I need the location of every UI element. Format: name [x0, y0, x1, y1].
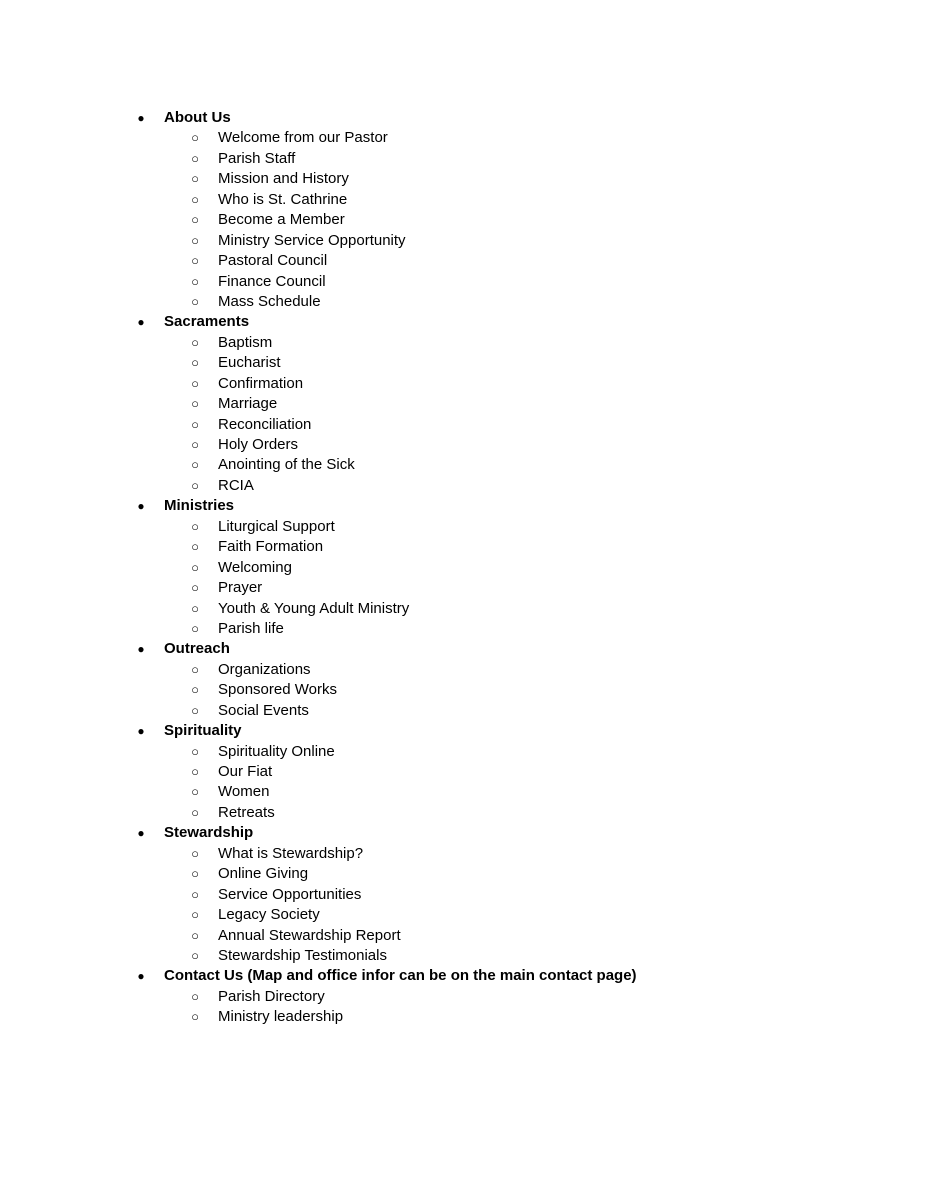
list-item-label: Women	[218, 783, 270, 801]
list-item	[0, 987, 927, 1007]
list-item-label: Parish Staff	[218, 149, 296, 167]
hollow-bullet-icon: ○	[191, 130, 199, 146]
hollow-bullet-icon: ○	[191, 682, 199, 698]
list-item	[0, 455, 927, 475]
list-item	[0, 844, 927, 864]
list-item-label: Become a Member	[218, 211, 345, 229]
list-item-label: Mass Schedule	[218, 292, 321, 310]
list-item	[0, 742, 927, 762]
list-item-label: Legacy Society	[218, 906, 320, 924]
section-title: Spirituality	[164, 722, 242, 740]
list-item	[0, 272, 927, 292]
hollow-bullet-icon: ○	[191, 375, 199, 391]
hollow-bullet-icon: ○	[191, 437, 199, 452]
section-heading	[0, 639, 927, 659]
section-heading	[0, 496, 927, 516]
hollow-bullet-icon: ○	[191, 988, 199, 1004]
hollow-bullet-icon: ○	[191, 171, 199, 187]
hollow-bullet-icon: ○	[191, 293, 199, 309]
hollow-bullet-icon: ○	[191, 907, 199, 923]
list-item	[0, 476, 927, 496]
hollow-bullet-icon: ○	[191, 1009, 199, 1025]
hollow-bullet-icon: ○	[191, 784, 199, 800]
hollow-bullet-icon: ○	[191, 457, 199, 473]
hollow-bullet-icon: ○	[191, 150, 199, 166]
list-item	[0, 782, 927, 802]
list-item-label: Welcoming	[218, 558, 292, 576]
list-item-label: Annual Stewardship Report	[218, 926, 401, 944]
list-item-label: Prayer	[218, 579, 263, 597]
list-item-label: Pastoral Council	[218, 252, 328, 270]
filled-bullet-icon: ●	[137, 642, 145, 657]
list-item-label: Anointing of the Sick	[218, 456, 355, 474]
list-item-label: Spirituality Online	[218, 742, 335, 760]
list-item	[0, 701, 927, 721]
hollow-bullet-icon: ○	[191, 764, 199, 779]
filled-bullet-icon: ●	[137, 499, 145, 514]
list-item-label: Faith Formation	[218, 538, 324, 556]
list-item-label: Reconciliation	[218, 415, 312, 433]
list-item-label: RCIA	[218, 476, 254, 494]
list-item	[0, 803, 927, 823]
hollow-bullet-icon: ○	[191, 661, 199, 677]
list-item	[0, 374, 927, 394]
list-item	[0, 578, 927, 598]
list-item	[0, 660, 927, 680]
hollow-bullet-icon: ○	[191, 416, 199, 432]
hollow-bullet-icon: ○	[191, 334, 199, 350]
hollow-bullet-icon: ○	[191, 253, 199, 269]
list-item	[0, 149, 927, 169]
list-item	[0, 190, 927, 210]
section-heading	[0, 823, 927, 843]
filled-bullet-icon: ●	[137, 724, 145, 739]
hollow-bullet-icon: ○	[191, 396, 199, 412]
document-page	[0, 108, 927, 1028]
section-title: Sacraments	[164, 313, 250, 331]
list-item	[0, 517, 927, 537]
section-title: Ministries	[164, 497, 235, 515]
list-item-label: Who is St. Cathrine	[218, 190, 348, 208]
hollow-bullet-icon: ○	[191, 518, 199, 534]
list-item-label: Ministry leadership	[218, 1008, 344, 1026]
list-item	[0, 231, 927, 251]
section-title: About Us	[164, 109, 231, 126]
section-title: Contact Us (Map and office infor can be on the main contact page)	[164, 967, 637, 985]
filled-bullet-icon: ●	[137, 315, 145, 330]
list-item	[0, 558, 927, 578]
site-map-outline	[0, 108, 927, 1028]
hollow-bullet-icon: ○	[191, 232, 199, 248]
list-item	[0, 210, 927, 230]
hollow-bullet-icon: ○	[191, 191, 199, 207]
list-item-label: Holy Orders	[218, 436, 299, 453]
hollow-bullet-icon: ○	[191, 702, 199, 718]
list-item	[0, 435, 927, 455]
list-item	[0, 353, 927, 373]
list-item-label: Our Fiat	[218, 763, 273, 780]
hollow-bullet-icon: ○	[191, 477, 199, 493]
list-item-label: Finance Council	[218, 272, 326, 290]
hollow-bullet-icon: ○	[191, 927, 199, 943]
list-item	[0, 762, 927, 782]
list-item-label: What is Stewardship?	[218, 844, 364, 862]
list-item	[0, 394, 927, 414]
list-item	[0, 292, 927, 312]
hollow-bullet-icon: ○	[191, 355, 199, 371]
list-item	[0, 926, 927, 946]
list-item-label: Online Giving	[218, 865, 309, 883]
list-item-label: Retreats	[218, 803, 275, 821]
list-item-label: Organizations	[218, 660, 311, 678]
section-heading	[0, 721, 927, 741]
list-item-label: Baptism	[218, 333, 273, 351]
list-item-label: Ministry Service Opportunity	[218, 231, 406, 249]
hollow-bullet-icon: ○	[191, 743, 199, 759]
section-heading	[0, 966, 927, 986]
hollow-bullet-icon: ○	[191, 273, 199, 289]
list-item	[0, 905, 927, 925]
filled-bullet-icon: ●	[137, 969, 145, 984]
list-item	[0, 333, 927, 353]
list-item	[0, 885, 927, 905]
section-title: Outreach	[164, 640, 230, 658]
list-item-label: Marriage	[218, 395, 278, 413]
list-item-label: Youth & Young Adult Ministry	[218, 599, 410, 617]
hollow-bullet-icon: ○	[191, 886, 199, 902]
list-item-label: Welcome from our Pastor	[218, 129, 388, 147]
list-item	[0, 1007, 927, 1027]
section-heading	[0, 312, 927, 332]
hollow-bullet-icon: ○	[191, 580, 199, 596]
hollow-bullet-icon: ○	[191, 212, 199, 228]
list-item	[0, 415, 927, 435]
list-item	[0, 619, 927, 639]
list-item	[0, 251, 927, 271]
list-item-label: Service Opportunities	[218, 885, 362, 903]
list-item-label: Sponsored Works	[218, 681, 337, 699]
hollow-bullet-icon: ○	[191, 620, 199, 636]
list-item	[0, 680, 927, 700]
hollow-bullet-icon: ○	[191, 947, 199, 963]
list-item	[0, 169, 927, 189]
hollow-bullet-icon: ○	[191, 559, 199, 575]
list-item-label: Eucharist	[218, 354, 281, 372]
list-item-label: Parish life	[218, 619, 284, 637]
section-heading	[0, 108, 927, 128]
hollow-bullet-icon: ○	[191, 539, 199, 555]
list-item-label: Social Events	[218, 701, 309, 719]
list-item-label: Confirmation	[218, 374, 304, 392]
list-item	[0, 599, 927, 619]
list-item-label: Stewardship Testimonials	[218, 946, 387, 964]
filled-bullet-icon: ●	[137, 111, 145, 125]
hollow-bullet-icon: ○	[191, 845, 199, 861]
filled-bullet-icon: ●	[137, 826, 145, 841]
hollow-bullet-icon: ○	[191, 866, 199, 882]
hollow-bullet-icon: ○	[191, 804, 199, 820]
hollow-bullet-icon: ○	[191, 600, 199, 616]
list-item	[0, 128, 927, 148]
list-item	[0, 946, 927, 966]
list-item	[0, 537, 927, 557]
list-item-label: Parish Directory	[218, 987, 325, 1005]
list-item-label: Liturgical Support	[218, 517, 335, 535]
section-title: Stewardship	[164, 824, 254, 842]
list-item-label: Mission and History	[218, 170, 349, 188]
list-item	[0, 864, 927, 884]
